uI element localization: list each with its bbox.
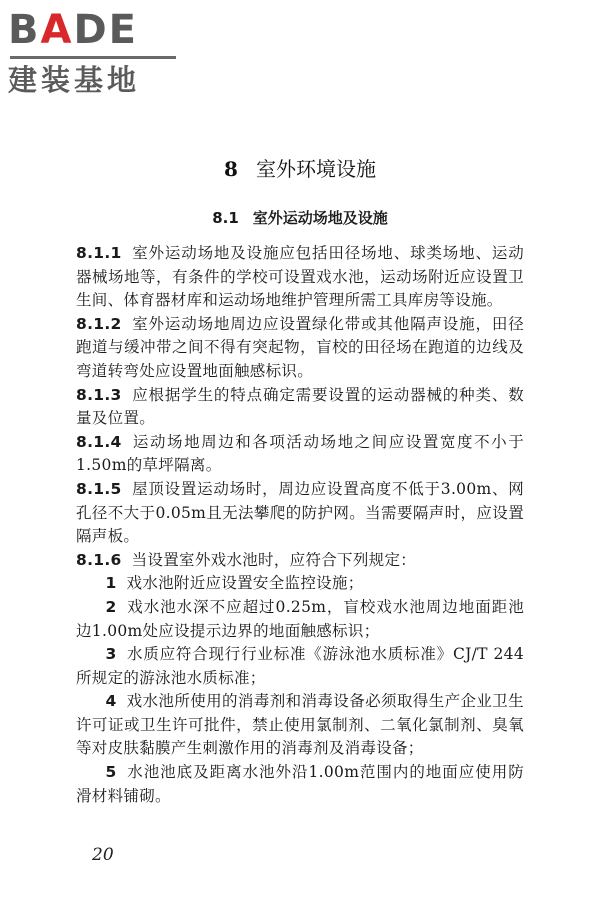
item-text: 水质应符合现行行业标准《游泳池水质标准》CJ/T 244所规定的游泳池水质标准； <box>76 645 524 687</box>
logo-subtitle: 建装基地 <box>8 63 141 97</box>
item-text: 戏水池所使用的消毒剂和消毒设备必须取得生产企业卫生许可证或卫生许可批件，禁止使用氯制剂、二氧化氯制剂、臭氧等对皮肤黏膜产生刺激作用的消毒剂及消毒设备； <box>76 692 524 758</box>
clause-8-1-1 <box>76 242 524 313</box>
logo-divider <box>10 56 176 59</box>
item-text: 戏水池水深不应超过0.25m，盲校戏水池周边地面距池边1.00m处应设提示边界的地面触感标识； <box>76 597 524 640</box>
item-text: 戏水池附近应设置安全监控设施； <box>126 574 364 593</box>
clause-text: 屋顶设置运动场时，周边应设置高度不低于3.00m、网孔径不大于0.05m且无法攀爬的防护网。当需要隔声时，应设置隔声板。 <box>76 479 524 546</box>
clause-8-1-6 <box>76 549 524 573</box>
section-heading <box>0 206 600 230</box>
clause-text: 运动场地周边和各项活动场地之间应设置宽度不小于1.50m的草坪隔离。 <box>76 432 524 475</box>
item-number: 3 <box>105 645 117 664</box>
clause-text: 室外运动场地及设施应包括田径场地、球类场地、运动器械场地等，有条件的学校可设置戏水池，运动场附近应设置卫生间、体育器材库和运动场地维护管理所需工具库房等设施。 <box>76 244 524 310</box>
clause-number: 8.1.1 <box>76 244 122 262</box>
clause-number: 8.1.5 <box>76 479 122 498</box>
clause-text: 室外运动场地周边应设置绿化带或其他隔声设施，田径跑道与缓冲带之间不得有突起物，盲校的田径场在跑道的边线及弯道转弯处应设置地面触感标识。 <box>76 314 524 380</box>
logo-brand-suffix: DE <box>73 7 138 53</box>
logo-brand-prefix: B <box>8 7 41 53</box>
list-item <box>76 596 524 643</box>
list-item <box>76 643 524 690</box>
clause-number: 8.1.2 <box>76 314 122 333</box>
clause-number: 8.1.4 <box>76 432 122 451</box>
logo <box>8 8 178 96</box>
clause-8-1-3 <box>76 384 524 431</box>
clause-text: 当设置室外戏水池时，应符合下列规定： <box>131 550 417 569</box>
section-title: 室外运动场地及设施 <box>252 209 388 227</box>
item-number: 5 <box>105 763 117 782</box>
list-item <box>76 761 524 808</box>
item-number: 4 <box>105 692 117 711</box>
clause-8-1-4 <box>76 431 524 478</box>
logo-brand-accent: A <box>40 7 74 53</box>
clause-text: 应根据学生的特点确定需要设置的运动器械的种类、数量及位置。 <box>76 385 524 428</box>
chapter-number: 8 <box>224 157 238 181</box>
item-number: 1 <box>105 574 117 593</box>
clause-8-1-2 <box>76 313 524 384</box>
section-number: 8.1 <box>212 209 239 227</box>
chapter-heading <box>0 155 600 183</box>
clause-number: 8.1.6 <box>76 550 122 569</box>
item-number: 2 <box>105 597 117 616</box>
clause-number: 8.1.3 <box>76 385 122 404</box>
item-text: 水池池底及距离水池外沿1.00m范围内的地面应使用防滑材料铺砌。 <box>76 763 524 805</box>
clause-content <box>76 242 524 808</box>
clause-8-1-5 <box>76 478 524 549</box>
page-number: 20 <box>92 845 114 865</box>
logo-brand-text <box>8 8 138 52</box>
list-item <box>76 690 524 761</box>
chapter-title: 室外环境设施 <box>255 157 376 181</box>
list-item <box>76 572 524 596</box>
